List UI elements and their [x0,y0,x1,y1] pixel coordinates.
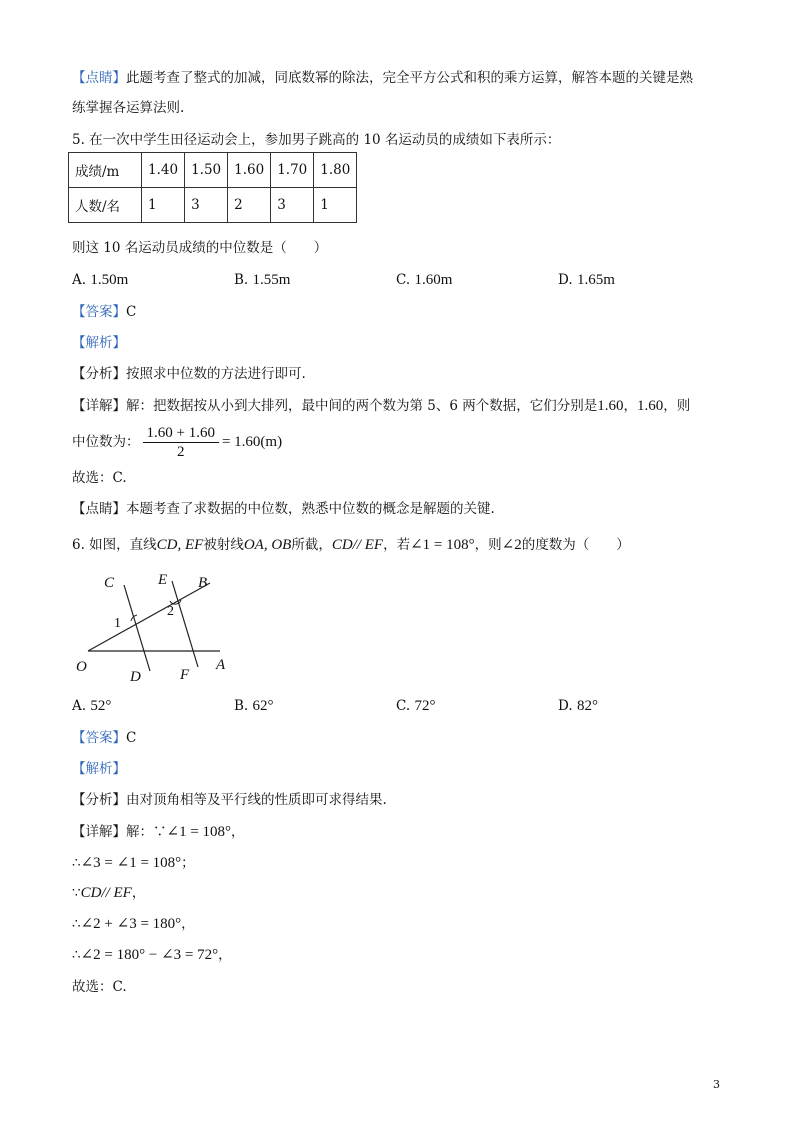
table-cell: 1.80 [314,153,357,188]
q5-answer [72,302,136,322]
q6-choose: 故选：C. [72,979,127,995]
q5-score-table [68,152,357,223]
q5-option-c[interactable]: C. 1.60m [396,272,453,288]
table-row [69,188,357,223]
q5-fenxi: 【分析】按照求中位数的方法进行即可. [72,366,306,382]
q5-question: 则这 10 名运动员成绩的中位数是（ ） [72,240,328,256]
table-cell: 2 [228,188,271,223]
q5-option-a[interactable]: A. 1.50m [72,272,129,288]
label-angle-1: 1 [114,616,121,631]
table-header-count: 人数/名 [69,188,142,223]
dianjing-tag: 【点睛】 [72,70,126,86]
q6-step4: ∴∠2 + ∠3 = 180°， [72,916,195,932]
q6-fenxi: 【分析】由对顶角相等及平行线的性质即可求得结果. [72,792,387,808]
line-cd [124,585,150,671]
answer-tag: 【答案】 [72,730,126,746]
prev-dianjing-line2: 练掌握各运算法则. [72,100,185,116]
q6-step3: ∵CD// EF， [72,885,146,901]
q6-option-a[interactable]: A. 52° [72,698,112,714]
q6-detail: 【详解】解：∵∠1 = 108°， [72,824,245,840]
dianjing-text: 此题考查了整式的加减，同底数幂的除法，完全平方公式和积的乘方运算，解答本题的关键是熟 [126,70,693,86]
label-c: C [104,575,115,591]
q6-step5: ∴∠2 = 180° − ∠3 = 72°， [72,947,232,963]
table-cell: 3 [185,188,228,223]
table-row [69,153,357,188]
q6-stem: 6. 如图，直线CD, EF被射线OA, OB所截，CD// EF，若∠1 = 108°，则∠2的度数为（ ） [72,537,630,553]
q6-step2: ∴∠3 = ∠1 = 108°； [72,855,195,871]
label-e: E [158,572,168,588]
label-angle-2: 2 [167,604,174,619]
q6-option-d[interactable]: D. 82° [558,698,598,714]
q5-option-b[interactable]: B. 1.55m [234,272,291,288]
page-number: 3 [713,1078,720,1091]
line-ef [172,581,198,667]
table-cell: 1.50 [185,153,228,188]
q5-median-formula: 中位数为： $\frac{1.60 + 1.60}{2}$ = 1.60(m) [72,425,283,460]
median-fraction: $\frac{1.60 + 1.60}{2}$ [143,424,219,461]
q5-option-d[interactable]: D. 1.65m [558,272,615,288]
answer-value: C [126,304,137,320]
q5-stem: 5. 在一次中学生田径运动会上，参加男子跳高的 10 名运动员的成绩如下表所示： [72,132,561,148]
ray-ob [88,583,210,651]
answer-tag: 【答案】 [72,304,126,320]
q5-analysis-tag: 【解析】 [72,335,126,351]
q5-dianjing: 【点睛】本题考查了求数据的中位数，熟悉中位数的概念是解题的关键. [72,501,495,517]
table-cell: 1.70 [271,153,314,188]
q6-option-c[interactable]: C. 72° [396,698,436,714]
table-cell: 1.60 [228,153,271,188]
q6-analysis-tag: 【解析】 [72,761,126,777]
prev-dianjing-line1 [72,68,693,88]
label-b: B [198,575,208,591]
table-cell: 3 [271,188,314,223]
answer-value: C [126,730,137,746]
table-header-score: 成绩/m [69,153,142,188]
table-cell: 1.40 [142,153,185,188]
q6-geometry-figure [70,567,240,687]
label-f: F [180,667,190,683]
table-cell: 1 [314,188,357,223]
label-o: O [76,659,87,675]
label-d: D [130,669,141,685]
q5-choose: 故选：C. [72,470,127,486]
q6-option-b[interactable]: B. 62° [234,698,274,714]
q5-detail: 【详解】解：把数据按从小到大排列，最中间的两个数为第 5、6 两个数据，它们分别是1.60，1.60，则 [72,398,691,414]
table-cell: 1 [142,188,185,223]
label-a: A [216,657,226,673]
q6-answer [72,728,136,748]
